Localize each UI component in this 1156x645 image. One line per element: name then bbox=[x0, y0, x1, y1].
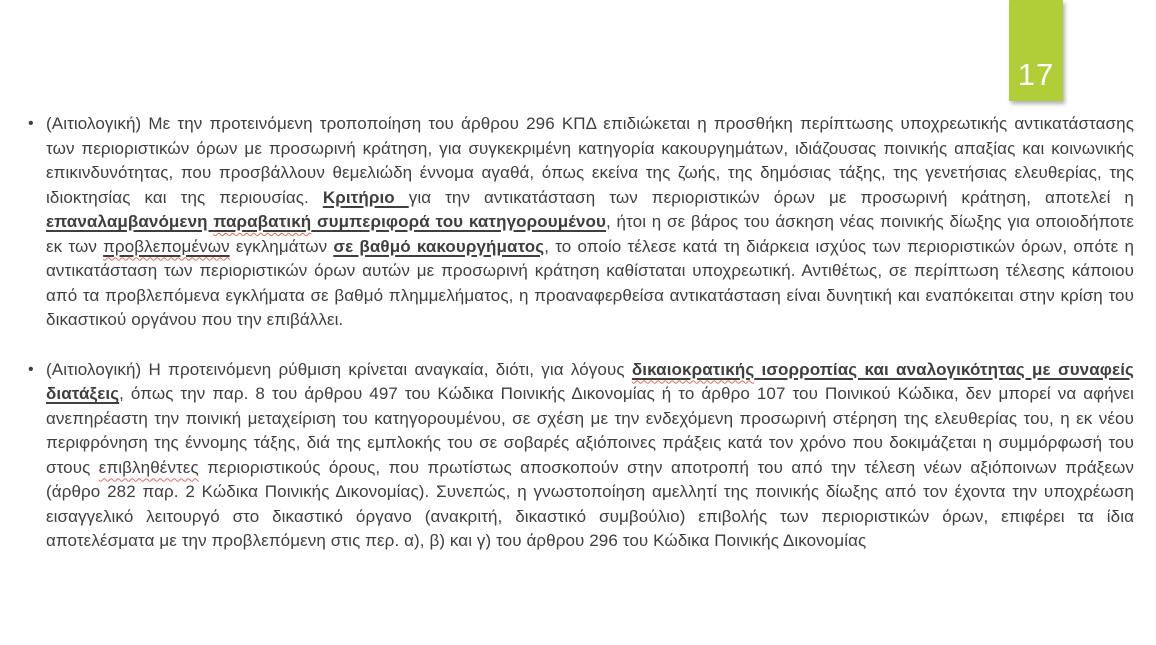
bullet-icon: • bbox=[28, 115, 34, 132]
bullet-item bbox=[28, 112, 1134, 333]
spellcheck-squiggle: παραβατική bbox=[213, 212, 312, 231]
page-number-badge bbox=[1009, 0, 1063, 101]
text-segment: επαναλαμβανόμενη bbox=[46, 212, 214, 231]
bullet-paragraph bbox=[46, 112, 1134, 333]
text-segment: (Αιτιολογική) Με την προτεινόμενη τροποποίηση του άρθρου 296 ΚΠΔ επιδιώκεται η προσθήκη περίπτωσης υποχρεωτικής αντικατάστασης των περιοριστικών όρων με προσωρινή κράτηση, για συγκεκριμένη κατηγορία κακουργημάτων, ιδιάζουσας ποινικής απαξίας και κοινωνικής επικινδυνότητας, που προσβάλλουν θεμελιώδη έννομα αγαθά, όπως εκείνα της ζωής, της δημόσιας τάξης, της γενετήσιας ελευθερίας, της ιδιοκτησίας και της περιουσίας. bbox=[46, 114, 1134, 207]
text-segment bbox=[103, 237, 230, 256]
text-segment: Κριτήριο bbox=[322, 187, 409, 207]
text-segment: (Αιτιολογική) Η προτεινόμενη ρύθμιση κρίνεται αναγκαία, διότι, για λόγους bbox=[46, 359, 632, 379]
spellcheck-squiggle: δικαιοκρατικής bbox=[631, 359, 755, 379]
text-segment: σε βαθμό κακουργήματος bbox=[333, 236, 545, 256]
slide-body bbox=[28, 112, 1134, 579]
text-segment: για την αντικατάσταση των περιοριστικών όρων με προσωρινή κράτηση, αποτελεί η bbox=[408, 187, 1134, 207]
spellcheck-squiggle: προβλεπομένων bbox=[103, 236, 230, 256]
text-segment: , ήτοι η σε βάρος του άσκηση νέας ποινικής δίωξης για οποιοδήποτε εκ των bbox=[46, 212, 1134, 256]
text-segment bbox=[99, 458, 199, 477]
text-segment: ισορροπίας και αναλογικότητας με συναφείς διατάξεις bbox=[46, 359, 1134, 403]
text-segment: εγκλημάτων bbox=[229, 236, 334, 256]
bullet-paragraph bbox=[46, 358, 1134, 554]
spellcheck-squiggle: επιβληθέντες bbox=[98, 457, 199, 477]
bullet-item bbox=[28, 358, 1134, 554]
text-segment bbox=[632, 360, 754, 379]
text-segment bbox=[213, 212, 311, 231]
text-segment: , όπως την παρ. 8 του άρθρου 497 του Κώδικα Ποινικής Δικονομίας ή το άρθρο 107 του Ποινικού Κώδικα, δεν μπορεί να αφήνει ανεπηρέαστη την ποινική μεταχείριση του κατηγορουμένου, σε σχέση με την ενδεχόμενη προσωρινή στέρηση της ελευθερίας του, η εκ νέου περιφρόνηση της έννομης τάξης, διά της εμπλοκής του σε σοβαρές αξιόποινες πράξεις κατά τον χρόνο που δοκιμάζεται η συμμόρφωσή του στους bbox=[46, 384, 1134, 477]
text-segment: περιοριστικούς όρους, που πρωτίστως αποσκοπούν στην αποτροπή του από την τέλεση νέων αξιόποινων πράξεων (άρθρο 282 παρ. 2 Κώδικα Ποινικής Δικονομίας). Συνεπώς, η γνωστοποίηση αμελλητί της ποινικής δίωξης από τον έχοντα την υποχρέωση εισαγγελικό λειτουργό στο δικαστικό όργανο (ανακριτή, δικαστικό συμβούλιο) επιβολής των περιοριστικών όρων, επιφέρει τα ίδια αποτελέσματα με την προβλεπόμενη στις περ. α), β) και γ) του άρθρου 296 του Κώδικα Ποινικής Δικονομίας bbox=[46, 457, 1135, 550]
text-segment: , το οποίο τέλεσε κατά τη διάρκεια ισχύος των περιοριστικών όρων, οπότε η αντικατάσταση των περιοριστικών όρων αυτών με προσωρινή κράτηση καθίσταται υποχρεωτική. Αντιθέτως, σε περίπτωση τέλεσης κάποιου από τα προβλεπόμενα εγκλήματα σε βαθμό πλημμελήματος, η προαναφερθείσα αντικατάσταση είναι δυνητική και εναπόκειται στην κρίση του δικαστικού οργάνου που την επιβάλλει. bbox=[46, 236, 1134, 329]
text-segment: συμπεριφορά του κατηγορουμένου bbox=[311, 212, 607, 231]
bullet-icon: • bbox=[28, 360, 34, 378]
page-number: 17 bbox=[1017, 57, 1055, 92]
